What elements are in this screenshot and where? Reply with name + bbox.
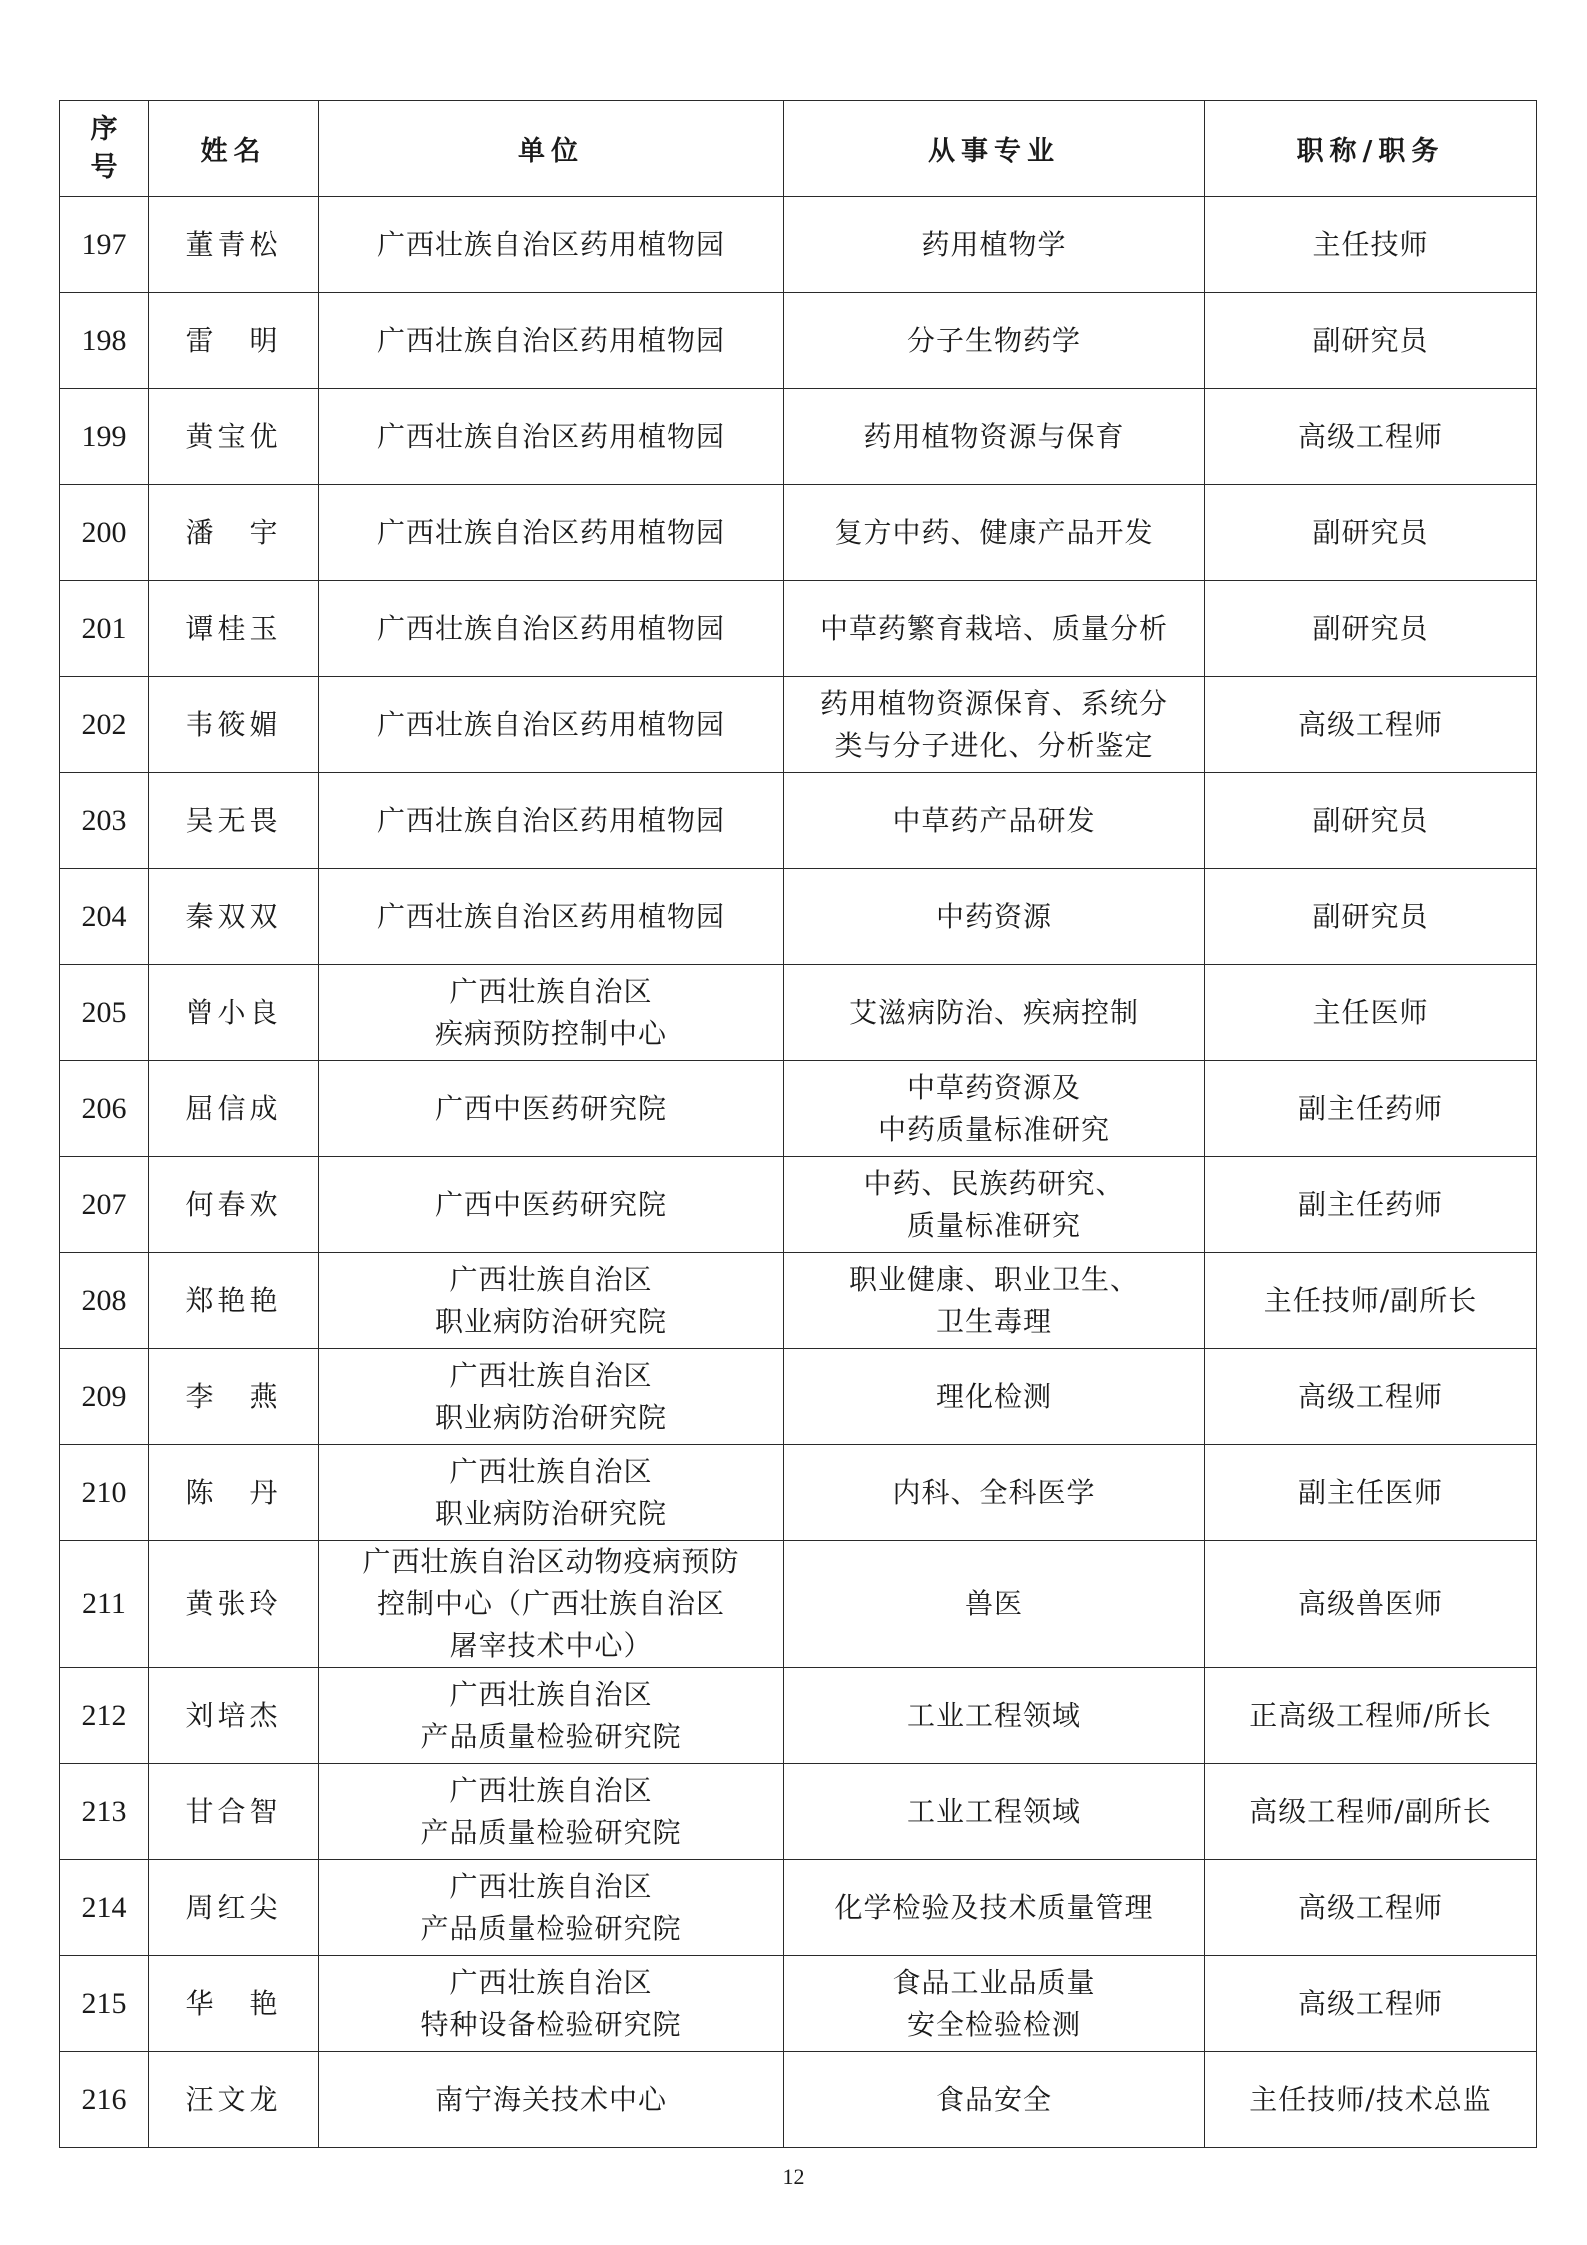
unit-cell: [319, 773, 784, 869]
specialty-cell: [784, 485, 1205, 581]
specialty-cell: [784, 1349, 1205, 1445]
unit-line: 广西壮族自治区药用植物园: [376, 419, 725, 453]
serial-number-cell: 205: [60, 965, 149, 1061]
specialty-cell: [784, 965, 1205, 1061]
unit-line: 南宁海关技术中心: [434, 2082, 667, 2116]
name-cell: 屈信成: [149, 1061, 319, 1157]
name-cell: 周红尖: [149, 1860, 319, 1956]
name-cell: 李 燕: [149, 1349, 319, 1445]
table-row: [60, 1860, 1537, 1956]
table-row: [60, 1541, 1537, 1668]
name-cell: 甘合智: [149, 1764, 319, 1860]
specialty-cell: [784, 389, 1205, 485]
unit-line: 广西壮族自治区动物疫病预防: [362, 1545, 740, 1578]
unit-line: 产品质量检验研究院: [420, 1815, 682, 1849]
unit-line: 广西壮族自治区药用植物园: [376, 323, 725, 357]
unit-line: 职业病防治研究院: [434, 1496, 667, 1530]
title-cell: 高级工程师: [1205, 1860, 1537, 1956]
expert-roster-table: [59, 100, 1537, 2148]
unit-line: 特种设备检验研究院: [420, 2007, 682, 2041]
unit-line: 广西壮族自治区: [449, 1869, 653, 1903]
unit-line: 产品质量检验研究院: [420, 1719, 682, 1753]
title-cell: 主任技师: [1205, 197, 1537, 293]
table-row: [60, 485, 1537, 581]
unit-line: 职业病防治研究院: [434, 1400, 667, 1434]
table-row: [60, 869, 1537, 965]
name-cell: 何春欢: [149, 1157, 319, 1253]
table-row: [60, 1668, 1537, 1764]
unit-line: 广西壮族自治区: [449, 1773, 653, 1807]
unit-cell: [319, 1253, 784, 1349]
table-row: [60, 2052, 1537, 2148]
specialty-cell: [784, 293, 1205, 389]
name-cell: 华 艳: [149, 1956, 319, 2052]
unit-line: 产品质量检验研究院: [420, 1911, 682, 1945]
title-cell: 高级兽医师: [1205, 1541, 1537, 1668]
title-cell: 副研究员: [1205, 485, 1537, 581]
specialty-line: 中药、民族药研究、: [863, 1166, 1125, 1200]
unit-cell: [319, 197, 784, 293]
table-row: [60, 1445, 1537, 1541]
name-cell: 韦筱媚: [149, 677, 319, 773]
serial-number-cell: 208: [60, 1253, 149, 1349]
specialty-cell: [784, 1668, 1205, 1764]
unit-line: 广西壮族自治区: [449, 1677, 653, 1711]
unit-cell: [319, 1668, 784, 1764]
name-cell: 刘培杰: [149, 1668, 319, 1764]
name-cell: 黄宝优: [149, 389, 319, 485]
title-cell: 副研究员: [1205, 773, 1537, 869]
specialty-cell: [784, 773, 1205, 869]
unit-line: 广西壮族自治区药用植物园: [376, 227, 725, 261]
specialty-cell: [784, 869, 1205, 965]
unit-cell: [319, 1956, 784, 2052]
table-row: [60, 293, 1537, 389]
header-name: 姓名: [149, 101, 319, 197]
unit-line: 广西壮族自治区: [449, 1262, 653, 1296]
specialty-line: 工业工程领域: [906, 1698, 1081, 1732]
table-row: [60, 1253, 1537, 1349]
table-row: [60, 389, 1537, 485]
unit-line: 广西壮族自治区药用植物园: [376, 899, 725, 933]
unit-cell: [319, 1061, 784, 1157]
serial-number-cell: 209: [60, 1349, 149, 1445]
specialty-line: 药用植物学: [921, 227, 1067, 261]
unit-cell: [319, 1860, 784, 1956]
serial-number-cell: 214: [60, 1860, 149, 1956]
table-row: [60, 1764, 1537, 1860]
unit-line: 广西壮族自治区: [449, 1358, 653, 1392]
table-row: [60, 197, 1537, 293]
unit-cell: [319, 2052, 784, 2148]
serial-number-cell: 206: [60, 1061, 149, 1157]
page-number: 12: [782, 2164, 805, 2189]
specialty-line: 兽医: [964, 1587, 1023, 1620]
unit-cell: [319, 1764, 784, 1860]
title-cell: 主任医师: [1205, 965, 1537, 1061]
unit-line: 屠宰技术中心）: [449, 1629, 653, 1662]
specialty-line: 化学检验及技术质量管理: [834, 1890, 1154, 1924]
header-specialty: 从事专业: [784, 101, 1205, 197]
serial-number-cell: 200: [60, 485, 149, 581]
specialty-line: 食品安全: [935, 2082, 1052, 2116]
name-cell: 黄张玲: [149, 1541, 319, 1668]
specialty-cell: [784, 1445, 1205, 1541]
table-row: [60, 1956, 1537, 2052]
specialty-line: 药用植物资源与保育: [863, 419, 1125, 453]
serial-number-cell: 215: [60, 1956, 149, 2052]
specialty-cell: [784, 197, 1205, 293]
name-cell: 雷 明: [149, 293, 319, 389]
unit-cell: [319, 1349, 784, 1445]
name-cell: 秦双双: [149, 869, 319, 965]
specialty-cell: [784, 1860, 1205, 1956]
name-cell: 汪文龙: [149, 2052, 319, 2148]
unit-line: 广西壮族自治区药用植物园: [376, 611, 725, 645]
name-cell: 董青松: [149, 197, 319, 293]
serial-number-cell: 201: [60, 581, 149, 677]
unit-cell: [319, 1541, 784, 1668]
table-body: [60, 197, 1537, 2148]
unit-line: 广西壮族自治区: [449, 974, 653, 1008]
table-row: [60, 965, 1537, 1061]
serial-number-cell: 202: [60, 677, 149, 773]
specialty-line: 理化检测: [935, 1379, 1052, 1413]
specialty-line: 艾滋病防治、疾病控制: [848, 995, 1139, 1029]
title-cell: 主任技师/副所长: [1205, 1253, 1537, 1349]
unit-cell: [319, 1157, 784, 1253]
title-cell: 高级工程师: [1205, 677, 1537, 773]
title-cell: 副主任药师: [1205, 1061, 1537, 1157]
unit-line: 控制中心（广西壮族自治区: [376, 1587, 725, 1620]
title-cell: 副研究员: [1205, 581, 1537, 677]
specialty-cell: [784, 1157, 1205, 1253]
table-row: [60, 1157, 1537, 1253]
specialty-cell: [784, 1956, 1205, 2052]
unit-line: 广西中医药研究院: [434, 1187, 667, 1221]
table-row: [60, 677, 1537, 773]
title-cell: 副主任医师: [1205, 1445, 1537, 1541]
specialty-line: 中草药资源及: [906, 1070, 1081, 1104]
specialty-cell: [784, 2052, 1205, 2148]
table-row: [60, 773, 1537, 869]
header-serial-number: 序 号: [60, 101, 149, 197]
specialty-line: 内科、全科医学: [892, 1475, 1096, 1509]
name-cell: 潘 宇: [149, 485, 319, 581]
title-cell: 高级工程师: [1205, 389, 1537, 485]
specialty-line: 职业健康、职业卫生、: [848, 1262, 1139, 1296]
serial-number-cell: 210: [60, 1445, 149, 1541]
specialty-line: 中药资源: [935, 899, 1052, 933]
specialty-cell: [784, 581, 1205, 677]
specialty-line: 安全检验检测: [906, 2007, 1081, 2041]
title-cell: 高级工程师/副所长: [1205, 1764, 1537, 1860]
unit-line: 广西壮族自治区药用植物园: [376, 707, 725, 741]
specialty-line: 中药质量标准研究: [877, 1112, 1110, 1146]
unit-cell: [319, 485, 784, 581]
specialty-line: 复方中药、健康产品开发: [834, 515, 1154, 549]
name-cell: 吴无畏: [149, 773, 319, 869]
serial-number-cell: 207: [60, 1157, 149, 1253]
table-row: [60, 1349, 1537, 1445]
title-cell: 主任技师/技术总监: [1205, 2052, 1537, 2148]
serial-number-cell: 212: [60, 1668, 149, 1764]
serial-number-cell: 216: [60, 2052, 149, 2148]
unit-cell: [319, 293, 784, 389]
specialty-line: 类与分子进化、分析鉴定: [834, 728, 1154, 762]
unit-cell: [319, 389, 784, 485]
table-header-row: [60, 101, 1537, 197]
header-title: 职称/职务: [1205, 101, 1537, 197]
specialty-line: 分子生物药学: [906, 323, 1081, 357]
title-cell: 副主任药师: [1205, 1157, 1537, 1253]
serial-number-cell: 213: [60, 1764, 149, 1860]
unit-cell: [319, 677, 784, 773]
specialty-line: 中草药产品研发: [892, 803, 1096, 837]
serial-number-cell: 204: [60, 869, 149, 965]
specialty-line: 质量标准研究: [906, 1208, 1081, 1242]
unit-line: 广西壮族自治区: [449, 1454, 653, 1488]
unit-line: 职业病防治研究院: [434, 1304, 667, 1338]
specialty-line: 食品工业品质量: [892, 1965, 1096, 1999]
specialty-cell: [784, 1253, 1205, 1349]
specialty-cell: [784, 1764, 1205, 1860]
specialty-line: 卫生毒理: [935, 1304, 1052, 1338]
title-cell: 高级工程师: [1205, 1349, 1537, 1445]
serial-number-cell: 203: [60, 773, 149, 869]
specialty-line: 工业工程领域: [906, 1794, 1081, 1828]
table-row: [60, 1061, 1537, 1157]
title-cell: 副研究员: [1205, 869, 1537, 965]
name-cell: 曾小良: [149, 965, 319, 1061]
unit-cell: [319, 1445, 784, 1541]
unit-line: 广西壮族自治区: [449, 1965, 653, 1999]
specialty-line: 药用植物资源保育、系统分: [819, 686, 1168, 720]
title-cell: 正高级工程师/所长: [1205, 1668, 1537, 1764]
specialty-cell: [784, 1541, 1205, 1668]
unit-line: 广西壮族自治区药用植物园: [376, 515, 725, 549]
specialty-line: 中草药繁育栽培、质量分析: [819, 611, 1168, 645]
header-unit: 单位: [319, 101, 784, 197]
name-cell: 谭桂玉: [149, 581, 319, 677]
unit-line: 疾病预防控制中心: [434, 1016, 667, 1050]
name-cell: 陈 丹: [149, 1445, 319, 1541]
table-row: [60, 581, 1537, 677]
unit-line: 广西壮族自治区药用植物园: [376, 803, 725, 837]
unit-cell: [319, 965, 784, 1061]
specialty-cell: [784, 1061, 1205, 1157]
unit-cell: [319, 581, 784, 677]
specialty-cell: [784, 677, 1205, 773]
unit-cell: [319, 869, 784, 965]
serial-number-cell: 211: [60, 1541, 149, 1668]
title-cell: 副研究员: [1205, 293, 1537, 389]
serial-number-cell: 199: [60, 389, 149, 485]
serial-number-cell: 198: [60, 293, 149, 389]
unit-line: 广西中医药研究院: [434, 1091, 667, 1125]
title-cell: 高级工程师: [1205, 1956, 1537, 2052]
serial-number-cell: 197: [60, 197, 149, 293]
name-cell: 郑艳艳: [149, 1253, 319, 1349]
